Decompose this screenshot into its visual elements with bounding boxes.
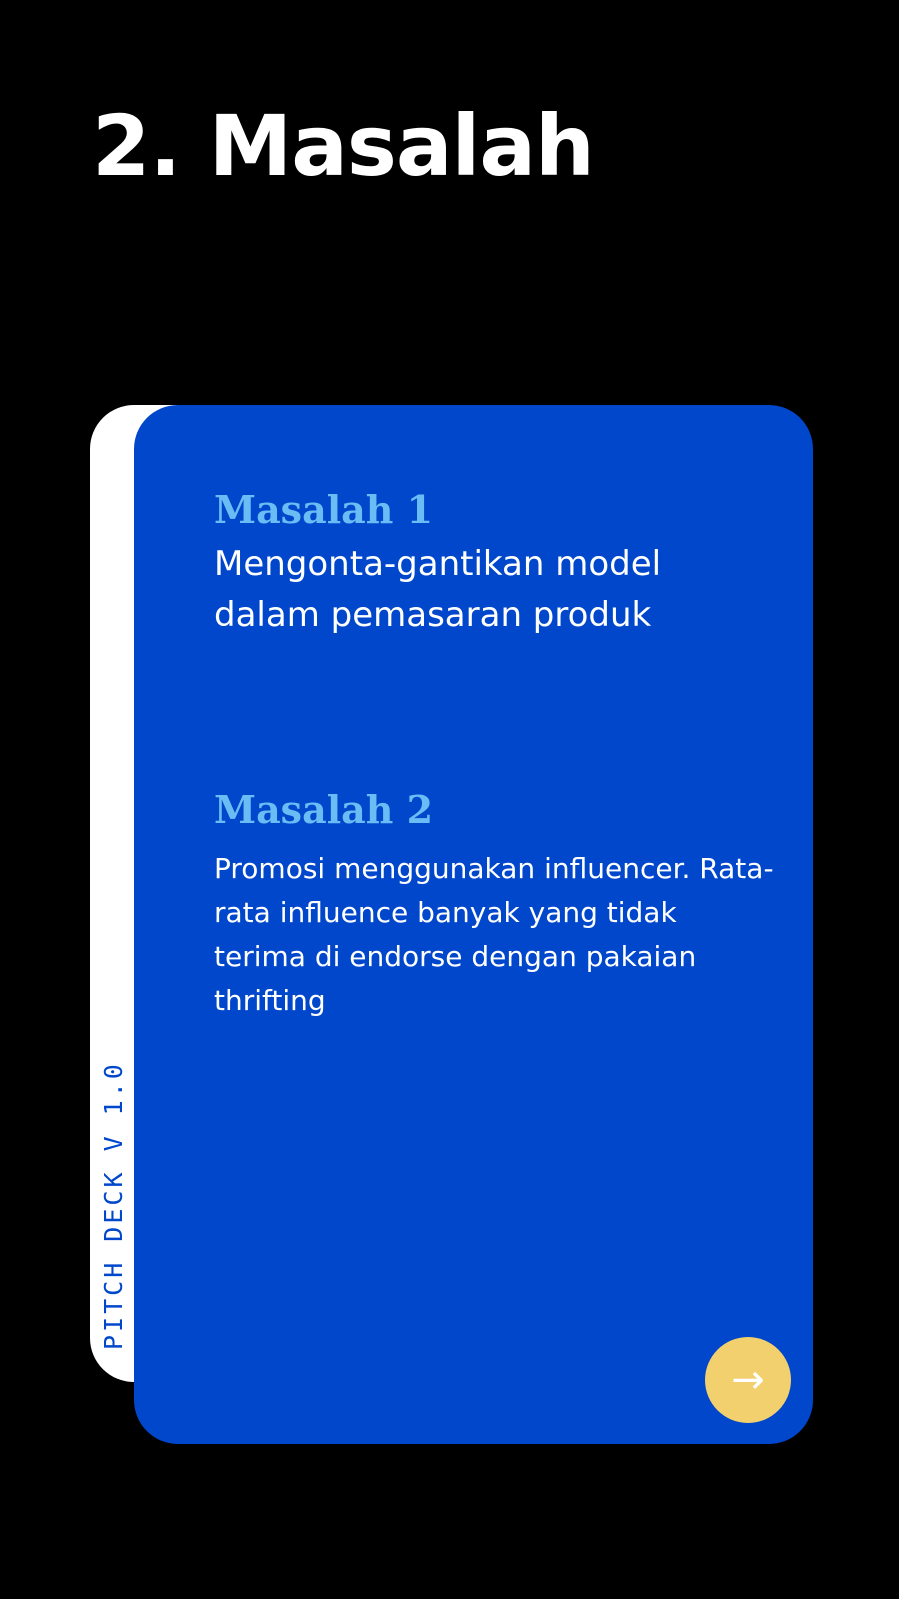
problem-item-2: [214, 785, 774, 1023]
problem-2-title: Masalah 2: [214, 787, 434, 832]
problem-1-title: Masalah 1: [214, 487, 434, 532]
problem-1-description: Mengonta-gantikan model dalam pemasaran produk: [214, 544, 662, 635]
next-button[interactable]: [705, 1337, 791, 1423]
problem-item-1: [214, 485, 774, 641]
problem-2-description: Promosi menggunakan influencer. Rata-rata influence banyak yang tidak terima di endorse dengan pakaian thrifting: [214, 852, 774, 1017]
pitch-deck-version-label: PITCH DECK V 1.0: [99, 1061, 128, 1350]
arrow-right-icon: →: [731, 1357, 765, 1403]
page-title: 2. Masalah: [92, 97, 594, 195]
problem-card: [134, 405, 813, 1444]
